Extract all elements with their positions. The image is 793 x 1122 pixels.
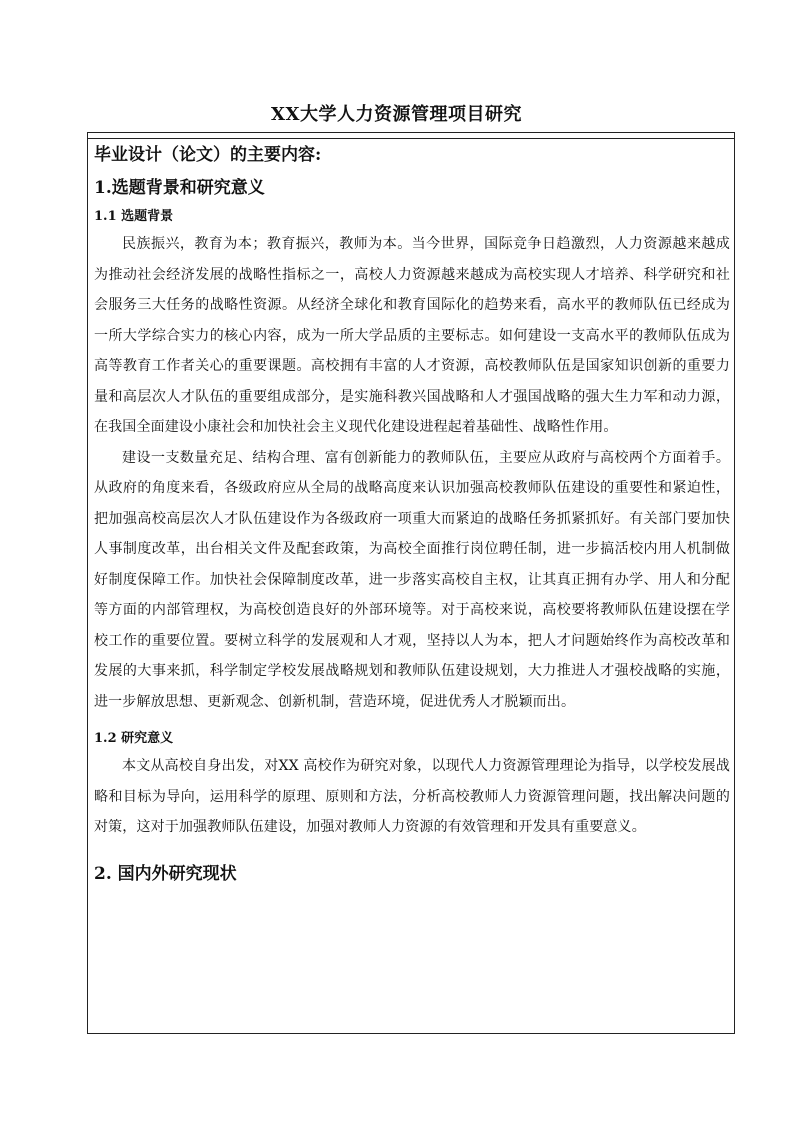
form-body xyxy=(94,143,730,893)
section-1-1-paragraph-1: 民族振兴，教育为本；教育振兴，教师为本。当今世界，国际竞争日趋激烈，人力资源越来越成为推动社会经济发展的战略性指标之一，高校人力资源越来越成为高校实现人才培养、科学研究和社会服务三大任务的战略性资源。从经济全球化和教育国际化的趋势来看，高水平的教师队伍已经成为一所大学综合实力的核心内容，成为一所大学品质的主要标志。如何建设一支高水平的教师队伍成为高等教育工作者关心的重要课题。高校拥有丰富的人才资源，高校教师队伍是国家知识创新的重要力量和高层次人才队伍的重要组成部分，是实施科教兴国战略和人才强国战略的强大生力军和动力源，在我国全面建设小康社会和加快社会主义现代化建设进程起着基础性、战略性作用。 xyxy=(94,236,730,435)
spacer xyxy=(94,843,730,861)
section-1-heading: 1.选题背景和研究意义 xyxy=(94,178,265,198)
section-2-heading: 2. 国内外研究现状 xyxy=(94,863,237,884)
section-1-1-paragraph-2: 建设一支数量充足、结构合理、富有创新能力的教师队伍，主要应从政府与高校两个方面着手。从政府的角度来看，各级政府应从全局的战略高度来认识加强高校教师队伍建设的重要性和紧迫性，把加强高校高层次人才队伍建设作为各级政府一项重大而紧迫的战略任务抓紧抓好。有关部门要加快人事制度改革，出台相关文件及配套政策，为高校全面推行岗位聘任制，进一步搞活校内用人机制做好制度保障工作。加快社会保障制度改革，进一步落实高校自主权，让其真正拥有办学、用人和分配等方面的内部管理权，为高校创造良好的外部环境等。对于高校来说，高校要将教师队伍建设摆在学校工作的重要位置。要树立科学的发展观和人才观，坚持以人为本，把人才问题始终作为高校改革和发展的大事来抓，科学制定学校发展战略规划和教师队伍建设规划，大力推进人才强校战略的实施，进一步解放思想、更新观念、创新机制，营造环境，促进优秀人才脱颖而出。 xyxy=(94,449,730,710)
section-1-2-heading: 1.2 研究意义 xyxy=(94,731,174,746)
main-content-heading: 毕业设计（论文）的主要内容: xyxy=(94,145,322,165)
content-frame xyxy=(87,132,735,1034)
section-1-2-paragraph-1: 本文从高校自身出发，对XX 高校作为研究对象，以现代人力资源管理理论为指导，以学校发展战略和目标为导向，运用科学的原理、原则和方法，分析高校教师人力资源管理问题，找出解决问题的对策，这对于加强教师队伍建设，加强对教师人力资源的有效管理和开发具有重要意义。 xyxy=(94,758,730,835)
spacer xyxy=(94,717,730,729)
frame-divider xyxy=(88,138,734,139)
section-1-1-heading: 1.1 选题背景 xyxy=(94,209,174,224)
document-title: XX大学人力资源管理项目研究 xyxy=(271,104,522,125)
